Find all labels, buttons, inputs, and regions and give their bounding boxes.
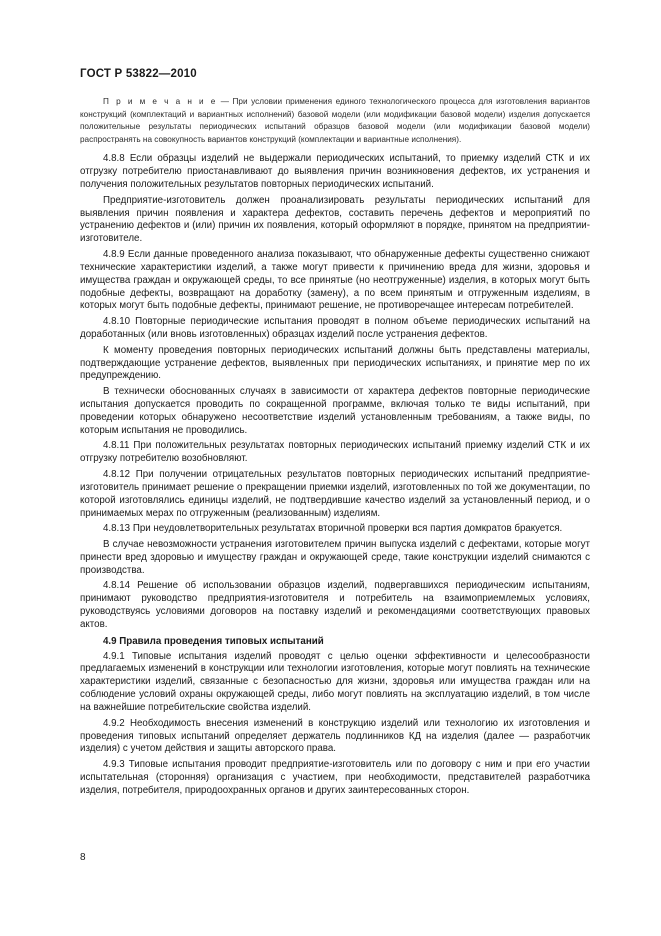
paragraph-4-9-2: 4.9.2 Необходимость внесения изменений в конструкцию изделий или технологию их изготовления и проведения типовых испытаний определяет держатель подлинников КД на изделия (далее — разработчик изделия) с учетом действия и защиты авторского права. xyxy=(80,717,590,755)
paragraph-4-8-14: 4.8.14 Решение об использовании образцов изделий, подвергавшихся периодическим испытаниям, принимают руководство предприятия-изготовителя и потребитель на взаимоприемлемых условиях, руководствуясь условиями договоров на поставку изделий и рекомендациями соответствующих правовых актов. xyxy=(80,580,590,630)
paragraph-4-8-9: 4.8.9 Если данные проведенного анализа показывают, что обнаруженные дефекты существенно снижают технические характеристики изделий, а также могут привести к причинению вреда для жизни, здоровья и имущества граждан и окружающей среды, то все принятые (но неотгруженные) изделия, в которых могут быть подобные дефекты, возвращают на доработку (замену), а по всем принятым и отгруженным изделиям, в которых могут быть подобные дефекты, принимают решение, не противоречащее интересам потребителей. xyxy=(80,249,590,312)
paragraph-4-9-1: 4.9.1 Типовые испытания изделий проводят с целью оценки эффективности и целесообразности предлагаемых изменений в конструкции или технологии изготовления, которые могут повлиять на технические характеристики изделий, связанные с безопасностью для жизни, здоровья или имущества граждан или на соблюдение условий охраны окружающей среды, либо могут повлиять на эксплуатацию изделий, в том числе на важнейшие потребительские свойства изделий. xyxy=(80,650,590,713)
paragraph-4-8-10: 4.8.10 Повторные периодические испытания проводят в полном объеме периодических испытаний на доработанных (или вновь изготовленных) образцах изделий после устранения дефектов. xyxy=(80,316,590,341)
paragraph-4-9-3: 4.9.3 Типовые испытания проводит предприятие-изготовитель или по договору с ним и при его участии испытательная (сторонняя) организация с участием, при необходимости, представителей разработчика изделия, потребителя, природоохранных органов и других заинтересованных сторон. xyxy=(80,759,590,796)
paragraph: В случае невозможности устранения изготовителем причин выпуска изделий с дефектами, которые могут принести вред здоровью и имуществу граждан и окружающей среде, такие конструкции изделий снимаются с производства. xyxy=(80,539,590,576)
note-text: — При условии применения единого технологического процесса для изготовления вариантов конструкций (комплектаций и вариантных исполнений) базовой модели (или модификации базовой модели) изделия допускается положительные результаты периодических испытаний образцов базовой модели (или модификации базовой модели) распространять на совокупность вариантов конструкций (комплектации и вариантные исполнения). xyxy=(80,97,590,144)
document-header: ГОСТ Р 53822—2010 xyxy=(80,68,197,80)
document-body xyxy=(80,96,590,801)
paragraph: Предприятие-изготовитель должен проанализировать результаты периодических испытаний для выявления причин появления и характера дефектов, составить перечень дефектов и мероприятий по устранению дефектов и (или) причин их появления, который оформляют в порядке, принятом на предприятии-изготовителе. xyxy=(80,194,590,245)
note xyxy=(80,96,590,146)
paragraph-4-8-11: 4.8.11 При положительных результатах повторных периодических испытаний приемку изделий СТК и их отгрузку потребителю возобновляют. xyxy=(80,440,590,465)
paragraph-4-8-13: 4.8.13 При неудовлетворительных результатах вторичной проверки вся партия домкратов бракуется. xyxy=(103,523,563,535)
paragraph: В технически обоснованных случаях в зависимости от характера дефектов повторные периодические испытания допускается проводить по сокращенной программе, включая только те виды испытаний, при проведении которых обнаружено несоответствие изделий установленным требованиям, а также виды, по которым испытания не проводились. xyxy=(80,386,590,436)
page-number: 8 xyxy=(80,852,86,863)
paragraph: К моменту проведения повторных периодических испытаний должны быть представлены материалы, подтверждающие устранение дефектов, выявленных при периодических испытаниях, и принятие мер по их предупреждению. xyxy=(80,344,590,382)
paragraph-4-8-8: 4.8.8 Если образцы изделий не выдержали периодических испытаний, то приемку изделий СТК и их отгрузку потребителю приостанавливают до выявления причин возникновения дефектов, их устранения и получения положительных результатов повторных периодических испытаний. xyxy=(80,153,590,191)
section-title-4-9: 4.9 Правила проведения типовых испытаний xyxy=(103,635,324,647)
note-label: П р и м е ч а н и е xyxy=(103,97,218,106)
paragraph-4-8-12: 4.8.12 При получении отрицательных результатов повторных периодических испытаний предприятие-изготовитель принимает решение о прекращении приемки изделий, изготовленных по той же документации, по которой изготовлялись единицы изделий, не подтвердившие качество изделий за установленный период, и о принимаемых мерах по отгруженным (реализованным) изделиям. xyxy=(80,469,590,519)
